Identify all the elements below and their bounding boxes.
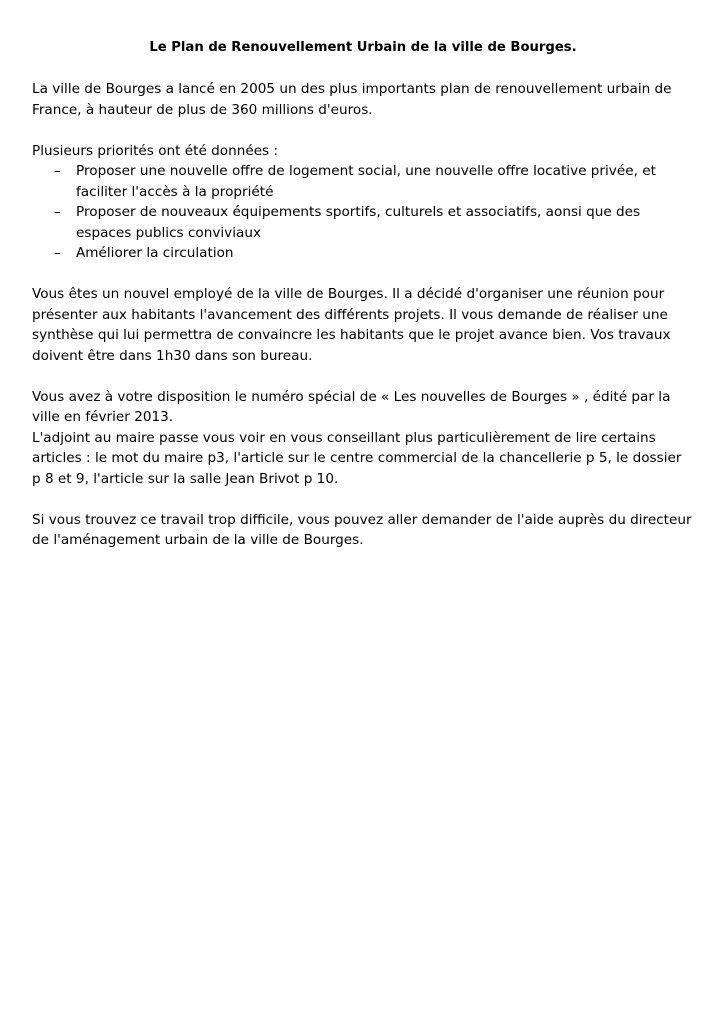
list-item-text: Proposer une nouvelle offre de logement social, une nouvelle offre locative privée, et faciliter l'accès à la propriété <box>76 163 656 200</box>
bullet-dash: – <box>54 245 61 261</box>
resources-paragraph: Vous avez à votre disposition le numéro spécial de « Les nouvelles de Bourges » , édité par la ville en février 2013. <box>32 388 671 425</box>
spacer <box>32 264 694 285</box>
list-item <box>32 243 694 264</box>
document-body <box>32 38 694 551</box>
list-item <box>32 161 694 202</box>
spacer <box>32 366 694 387</box>
help-paragraph: Si vous trouvez ce travail trop difficile, vous pouvez aller demander de l'aide auprès du directeur de l'aménagement urbain de la ville de Bourges. <box>32 511 692 548</box>
spacer <box>32 59 694 80</box>
priorities-list <box>32 161 694 264</box>
advice-paragraph: L'adjoint au maire passe vous voir en vous conseillant plus particulièrement de lire certains articles : le mot du maire p3, l'article sur le centre commercial de la chancellerie p 5, le dossier p 8 et 9, l'article sur la salle Jean Brivot p 10. <box>32 429 682 487</box>
document-title: Le Plan de Renouvellement Urbain de la ville de Bourges. <box>149 40 577 55</box>
list-item <box>32 202 694 243</box>
intro-paragraph: La ville de Bourges a lancé en 2005 un des plus importants plan de renouvellement urbain de France, à hauteur de plus de 360 millions d'euros. <box>32 81 672 118</box>
spacer <box>32 489 694 510</box>
bullet-dash: – <box>54 204 61 220</box>
list-item-text: Proposer de nouveaux équipements sportifs, culturels et associatifs, aonsi que des espaces publics conviviaux <box>76 204 641 241</box>
mission-paragraph: Vous êtes un nouvel employé de la ville de Bourges. Il a décidé d'organiser une réunion pour présenter aux habitants l'avancement des différents projets. Il vous demande de réaliser une synthèse qui lui permettra de convaincre les habitants que le projet avance bien. Vos travaux doivent être dans 1h30 dans son bureau. <box>32 286 671 364</box>
bullet-dash: – <box>54 163 61 179</box>
list-item-text: Améliorer la circulation <box>76 245 234 261</box>
priorities-intro: Plusieurs priorités ont été données : <box>32 142 279 159</box>
spacer <box>32 120 694 141</box>
